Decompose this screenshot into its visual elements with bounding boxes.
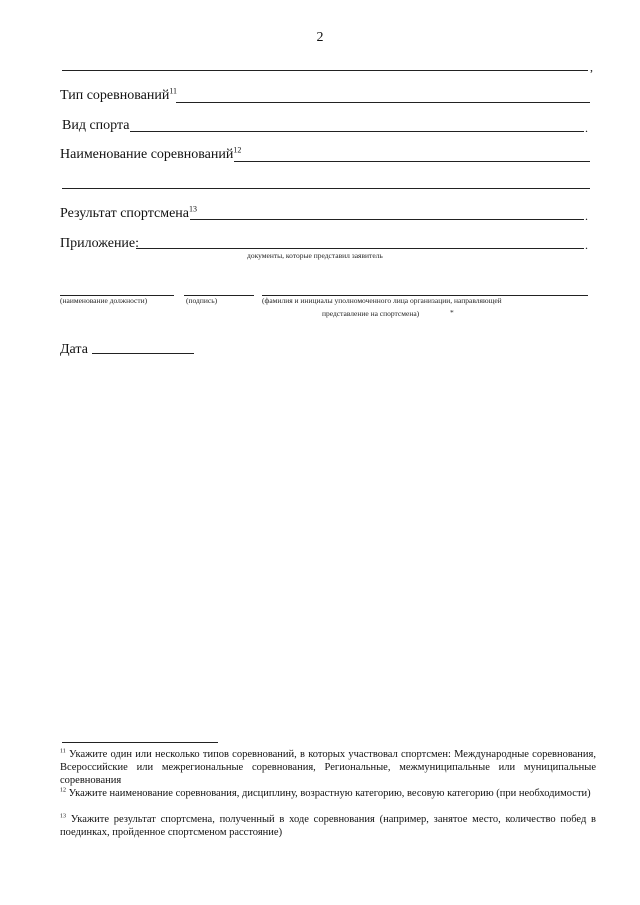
- attachment-hint: документы, которые представил заявитель: [247, 251, 383, 260]
- date-field[interactable]: [92, 353, 194, 354]
- competition-name-label: [60, 147, 241, 163]
- attachment-label: Приложение:: [60, 236, 140, 251]
- signature-caption: (подпись): [186, 296, 218, 305]
- competition-name-label-text: Наименование соревнований: [60, 147, 234, 162]
- footnote-ref-13: 13: [189, 204, 198, 214]
- competition-type-field[interactable]: [176, 102, 590, 103]
- sport-field-period: .: [585, 121, 588, 135]
- footnote-12: [60, 787, 596, 800]
- sport-label: Вид спорта: [62, 118, 130, 133]
- footnote-ref-11: 11: [169, 86, 178, 96]
- authorized-person-caption-line2: представление на спортсмена): [322, 309, 420, 318]
- footnote-11-number: 11: [60, 748, 66, 755]
- competition-type-label-text: Тип соревнований: [60, 88, 170, 103]
- date-label: Дата: [60, 342, 88, 357]
- continuation-line[interactable]: [62, 70, 588, 71]
- athlete-result-field[interactable]: [190, 219, 584, 220]
- footnote-separator: [62, 742, 218, 743]
- footnote-13-number: 13: [60, 813, 66, 820]
- footnote-11-text: Укажите один или несколько типов соревнований, в которых участвовал спортсмен: Международные соревнования, Всероссийские или межрегиональные соревнования, Региональные, межмуниципальные или муниципальные соревнования: [60, 749, 596, 786]
- competition-name-field-line2[interactable]: [62, 188, 590, 189]
- footnote-13: [60, 813, 596, 839]
- footnote-12-text: Укажите наименование соревнования, дисциплину, возрастную категорию, весовую категорию (при необходимости): [68, 788, 591, 799]
- athlete-result-period: .: [585, 209, 588, 223]
- sport-field[interactable]: [130, 131, 584, 132]
- attachment-field[interactable]: [136, 248, 584, 249]
- attachment-period: .: [585, 238, 588, 252]
- continuation-line-comma: ,: [590, 60, 593, 74]
- footnote-ref-12: 12: [233, 145, 242, 155]
- athlete-result-label-text: Результат спортсмена: [60, 206, 190, 221]
- authorized-person-caption: (фамилия и инициалы уполномоченного лица организации, направляющей: [262, 296, 502, 305]
- footnote-11: [60, 748, 596, 787]
- asterisk-mark: *: [450, 308, 454, 317]
- competition-name-field[interactable]: [234, 161, 590, 162]
- position-caption: (наименование должности): [60, 296, 148, 305]
- page-number: 2: [316, 30, 324, 45]
- footnote-13-text: Укажите результат спортсмена, полученный в ходе соревнования (например, занятое место, количество побед в поединках, пройденное спортсменом расстояние): [60, 814, 597, 838]
- athlete-result-label: [60, 206, 197, 222]
- competition-type-label: [60, 88, 177, 104]
- footnote-12-number: 12: [60, 787, 66, 794]
